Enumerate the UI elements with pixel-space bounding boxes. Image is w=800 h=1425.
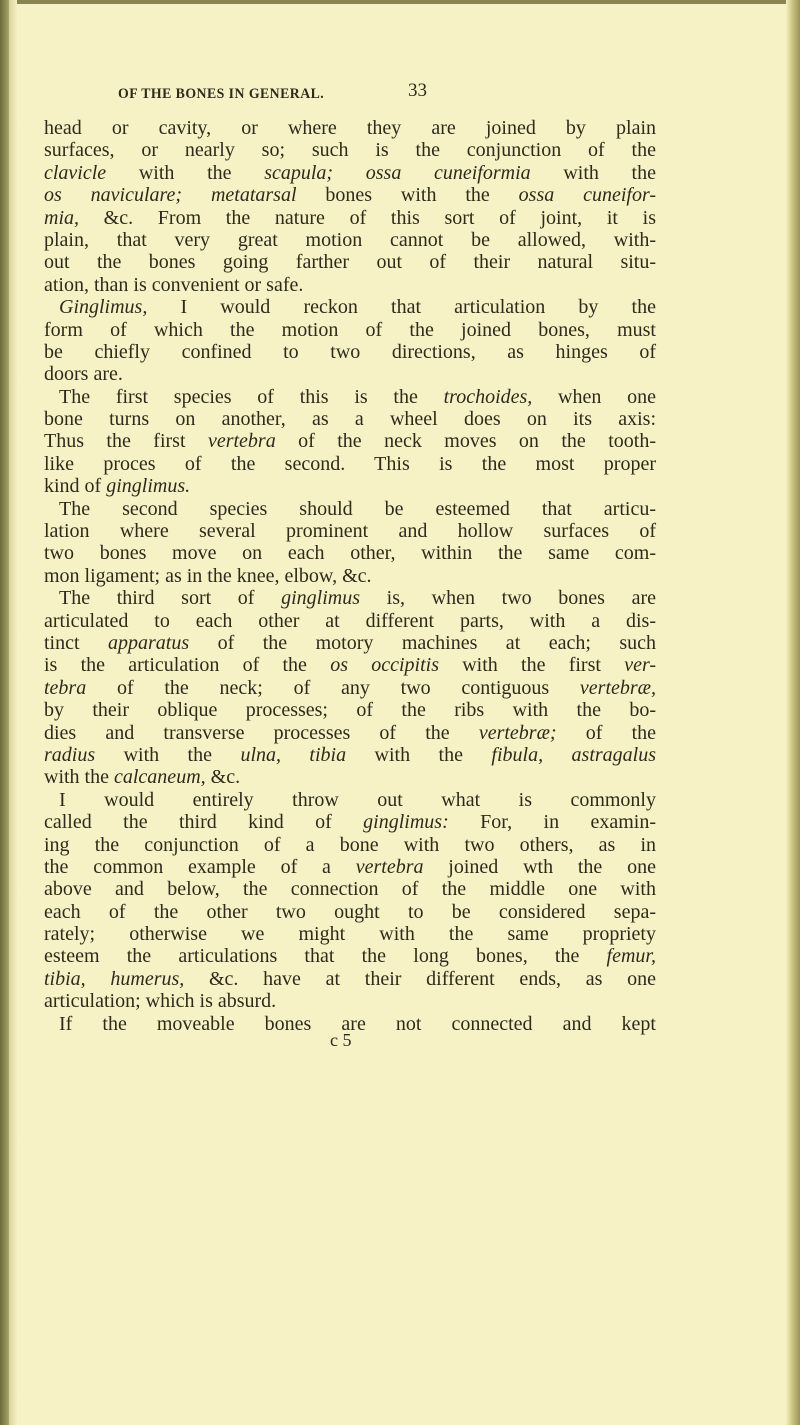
italic-term: vertebra (355, 855, 424, 878)
italic-term: vertebra (207, 430, 276, 453)
text-run: ation, than is convenient or safe. (44, 273, 304, 296)
italic-term: vertebræ; (478, 721, 557, 744)
italic-term: ginglimus (281, 587, 361, 610)
text-line (44, 565, 656, 587)
text-line (44, 699, 656, 721)
text-line (44, 251, 656, 273)
text-line (44, 229, 656, 251)
italic-term: Ginglimus, (59, 296, 148, 319)
text-run: lation where several prominent and hollow surfaces of (44, 520, 656, 543)
text-run: The third sort of (59, 587, 282, 610)
text-line (44, 722, 656, 744)
text-line (44, 856, 656, 878)
text-line (44, 878, 656, 900)
text-run: of the neck moves on the tooth- (275, 430, 656, 453)
text-run: each of the other two ought to be considered sepa- (44, 900, 656, 923)
text-line (44, 834, 656, 856)
text-line (44, 319, 656, 341)
text-line (44, 162, 656, 184)
body-text (44, 117, 656, 1035)
italic-term: calcaneum, (114, 766, 206, 789)
page-right-edge (786, 0, 800, 1425)
text-run: head or cavity, or where they are joined by plain (44, 117, 656, 139)
text-run: is the articulation of the (44, 654, 331, 677)
text-run: of the neck; of any two contiguous (86, 676, 580, 699)
italic-term: os naviculare; metatarsal (44, 184, 297, 207)
text-run: doors are. (44, 363, 123, 386)
text-line (44, 520, 656, 542)
text-run: by their oblique processes; of the ribs with the bo- (44, 699, 656, 722)
text-line (44, 542, 656, 564)
page-gutter (9, 0, 17, 1425)
text-run: of the motory machines at each; such (189, 631, 657, 654)
italic-term: ver- (624, 654, 656, 677)
page-number: 33 (408, 80, 427, 101)
text-line (44, 610, 656, 632)
italic-term: ginglimus. (106, 475, 191, 498)
italic-term: ulna, tibia (240, 743, 347, 766)
text-run: dies and transverse processes of the (44, 721, 479, 744)
text-line (44, 654, 656, 676)
text-run: with the (106, 161, 265, 184)
text-run: joined wth the one (423, 855, 656, 878)
text-run: &c. (205, 766, 241, 789)
text-run: ing the conjunction of a bone with two others, as in (44, 833, 656, 856)
text-line (44, 811, 656, 833)
text-run: articulation; which is absurd. (44, 990, 277, 1013)
text-run: bones with the (296, 184, 519, 207)
text-line (44, 945, 656, 967)
italic-term: ossa cuneifor- (518, 184, 656, 207)
text-run: I would reckon that articulation by the (147, 296, 656, 319)
text-run: above and below, the connection of the middle one with (44, 878, 656, 901)
text-line (44, 363, 656, 385)
text-run: with the (95, 743, 241, 766)
text-run: with the (530, 161, 656, 184)
italic-term: tibia, humerus, (44, 967, 185, 990)
text-line (44, 139, 656, 161)
text-run: If the moveable bones are not connected and kept (59, 1012, 656, 1035)
text-line (44, 296, 656, 318)
text-run: &c. have at their different ends, as one (184, 967, 656, 990)
text-run: articulated to each other at different parts, with a dis- (44, 609, 656, 632)
text-run: rately; otherwise we might with the same propriety (44, 923, 656, 946)
text-run: the common example of a (44, 855, 356, 878)
text-line (44, 184, 656, 206)
signature-mark: c 5 (330, 1030, 352, 1050)
text-run: I would entirely throw out what is commonly (59, 788, 656, 811)
italic-term: ginglimus: (363, 811, 449, 834)
text-line (44, 274, 656, 296)
text-run: be chiefly confined to two directions, as hinges of (44, 340, 656, 363)
italic-term: mia, (44, 206, 79, 229)
text-run: out the bones going farther out of their natural situ- (44, 251, 656, 274)
text-line (44, 408, 656, 430)
text-run: bone turns on another, as a wheel does on its axis: (44, 408, 656, 431)
italic-term: femur, (606, 945, 656, 968)
text-line (44, 789, 656, 811)
text-line (44, 207, 656, 229)
text-line (44, 498, 656, 520)
text-run: Thus the first (44, 430, 208, 453)
italic-term: scapula; ossa cuneiformia (264, 161, 531, 184)
text-run: kind of (44, 475, 107, 498)
text-line (44, 117, 656, 139)
italic-term: apparatus (108, 631, 190, 654)
italic-term: trochoides, (443, 385, 533, 408)
text-run: plain, that very great motion cannot be allowed, with- (44, 228, 656, 251)
text-line (44, 386, 656, 408)
text-run: is, when two bones are (360, 587, 657, 610)
text-line (44, 341, 656, 363)
text-line (44, 901, 656, 923)
text-run: The second species should be esteemed that articu- (59, 497, 656, 520)
text-line (44, 475, 656, 497)
text-run: For, in examin- (448, 811, 656, 834)
text-run: two bones move on each other, within the same com- (44, 542, 656, 565)
text-line (44, 632, 656, 654)
text-run: with the (346, 743, 492, 766)
text-line (44, 430, 656, 452)
italic-term: os occipitis (330, 654, 439, 677)
text-line (44, 968, 656, 990)
text-line (44, 587, 656, 609)
page-top-edge (0, 0, 800, 4)
text-line (44, 677, 656, 699)
italic-term: radius (44, 743, 96, 766)
text-run: with the (44, 766, 114, 789)
text-run: tinct (44, 631, 109, 654)
text-run: with the first (438, 654, 625, 677)
book-spine-edge (0, 0, 9, 1425)
text-run: surfaces, or nearly so; such is the conjunction of the (44, 139, 656, 162)
text-run: like proces of the second. This is the most proper (44, 452, 656, 475)
text-run: of the (556, 721, 656, 744)
text-line (44, 923, 656, 945)
running-head: OF THE BONES IN GENERAL. (118, 86, 325, 102)
text-run: form of which the motion of the joined bones, must (44, 318, 656, 341)
text-line (44, 766, 656, 788)
text-run: mon ligament; as in the knee, elbow, &c. (44, 564, 372, 587)
text-run: &c. From the nature of this sort of joint, it is (79, 206, 656, 229)
italic-term: fibula, astragalus (491, 743, 656, 766)
text-run: esteem the articulations that the long bones, the (44, 945, 607, 968)
text-line (44, 453, 656, 475)
italic-term: vertebræ, (579, 676, 656, 699)
text-run: called the third kind of (44, 811, 364, 834)
italic-term: clavicle (44, 161, 107, 184)
text-line (44, 744, 656, 766)
text-run: when one (532, 385, 656, 408)
italic-term: tebra (44, 676, 87, 699)
text-line (44, 990, 656, 1012)
text-run: The first species of this is the (59, 385, 444, 408)
